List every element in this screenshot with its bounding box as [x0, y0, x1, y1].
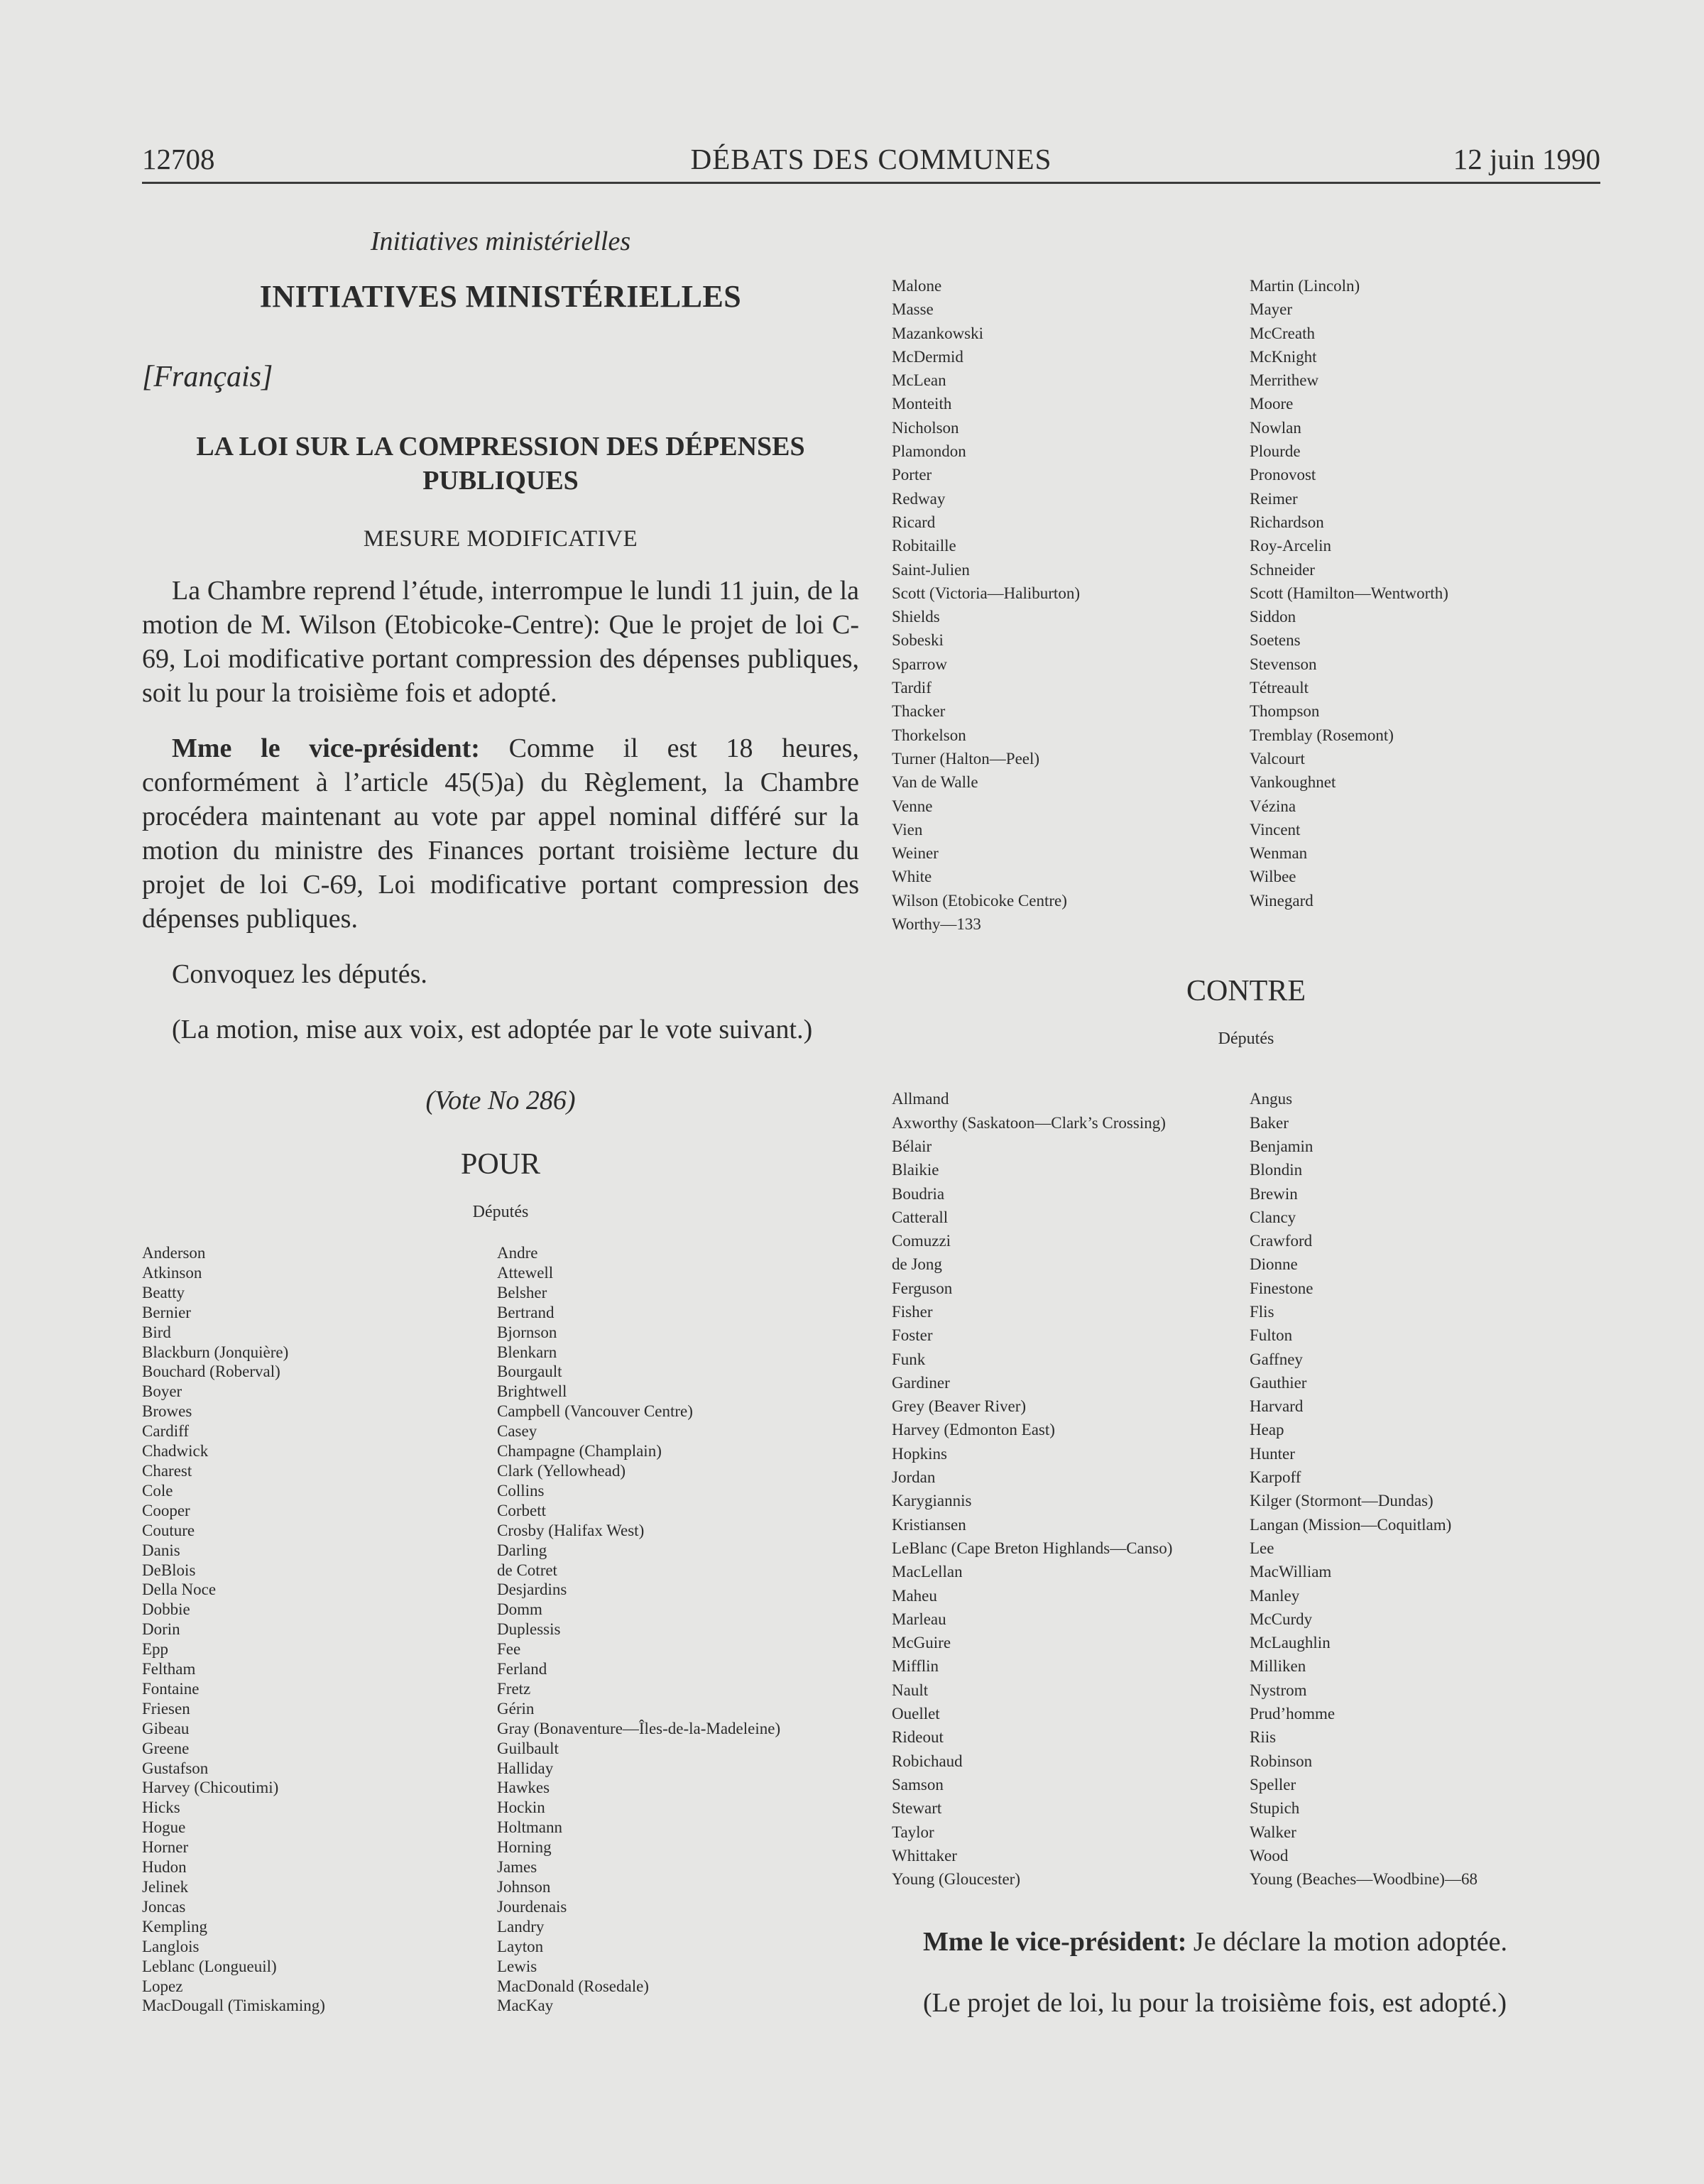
- member-name: Jordan: [892, 1468, 936, 1487]
- member-name: Brightwell: [497, 1382, 567, 1401]
- member-name: Harvard: [1250, 1397, 1304, 1416]
- member-name: Lewis: [497, 1957, 537, 1975]
- member-name: Andre: [497, 1244, 538, 1262]
- for-deputes-label: Députés: [472, 1203, 529, 1221]
- member-name: Horning: [497, 1838, 552, 1857]
- member-name: Harvey (Chicoutimi): [142, 1779, 279, 1797]
- paragraph-convoquez: Convoquez les députés.: [172, 959, 427, 989]
- member-name: Cooper: [142, 1501, 190, 1519]
- member-name: Fulton: [1250, 1326, 1293, 1345]
- member-name: Redway: [892, 489, 946, 508]
- member-name: Flis: [1250, 1302, 1274, 1321]
- paragraph-resume: La Chambre reprend l’étude, interrompue le lundi 11 juin, de la motion de M. Wilson (Etobicoke-Centre): Que le projet de loi C-69, Loi modificative portant compression des dépenses publiques, soit lu pour la troisième fois et adopté.: [142, 576, 859, 708]
- member-name: Blackburn (Jonquière): [142, 1343, 289, 1361]
- member-name: Attewell: [497, 1263, 554, 1282]
- member-name: Bernier: [142, 1303, 191, 1321]
- member-name: Siddon: [1250, 608, 1296, 626]
- member-name: Gray (Bonaventure—Îles-de-la-Madeleine): [497, 1719, 781, 1737]
- member-name: Gardiner: [892, 1373, 950, 1392]
- paragraph-motion: (La motion, mise aux voix, est adoptée par le vote suivant.): [172, 1015, 813, 1044]
- member-name: Wenman: [1250, 844, 1308, 863]
- member-name: Scott (Victoria—Haliburton): [892, 584, 1080, 602]
- member-name: Belsher: [497, 1283, 547, 1301]
- member-name: Weiner: [892, 844, 939, 863]
- member-name: Maheu: [892, 1586, 937, 1605]
- member-name: Anderson: [142, 1244, 206, 1262]
- member-name: Casey: [497, 1422, 537, 1441]
- member-name: Horner: [142, 1838, 189, 1857]
- member-name: Bird: [142, 1323, 171, 1341]
- member-name: Boudria: [892, 1184, 945, 1203]
- member-name: Stevenson: [1250, 655, 1317, 673]
- member-name: Tétreault: [1250, 679, 1309, 697]
- member-name: Joncas: [142, 1897, 186, 1916]
- member-name: Prud’homme: [1250, 1705, 1336, 1723]
- member-name: Johnson: [497, 1878, 551, 1896]
- member-name: Friesen: [142, 1699, 190, 1718]
- member-name: Funk: [892, 1350, 926, 1368]
- member-name: Van de Walle: [892, 773, 978, 792]
- member-name: James: [497, 1858, 537, 1877]
- member-name: Ricard: [892, 513, 936, 531]
- member-name: Hopkins: [892, 1444, 947, 1463]
- speaker-text: Comme il est 18 heures, conformément à l’article 45(5)a) du Règlement, la Chambre procédera maintenant au vote par appel nominal différé sur la motion du ministre des Finances portant troisième lecture du projet de loi C-69, Loi modificative portant compression des dépenses publiques.: [142, 733, 859, 934]
- member-name: Layton: [497, 1937, 544, 1955]
- member-name: Walker: [1250, 1823, 1296, 1841]
- member-name: Lopez: [142, 1977, 183, 1995]
- for-heading: POUR: [460, 1148, 541, 1181]
- member-name: Thompson: [1250, 702, 1320, 721]
- member-name: Thorkelson: [892, 726, 966, 744]
- left-column: [142, 213, 859, 2016]
- member-name: Campbell (Vancouver Centre): [497, 1402, 693, 1421]
- member-name: Bertrand: [497, 1303, 555, 1321]
- member-name: Bourgault: [497, 1363, 562, 1381]
- member-name: Axworthy (Saskatoon—Clark’s Crossing): [892, 1113, 1166, 1132]
- member-name: Merrithew: [1250, 371, 1319, 390]
- member-name: Reimer: [1250, 489, 1298, 508]
- member-name: Collins: [497, 1481, 545, 1500]
- section-title: INITIATIVES MINISTÉRIELLES: [259, 279, 742, 314]
- member-name: Kristiansen: [892, 1515, 966, 1534]
- member-name: Comuzzi: [892, 1232, 951, 1250]
- member-name: Hawkes: [497, 1779, 550, 1797]
- member-name: Dorin: [142, 1620, 180, 1639]
- member-name: Holtmann: [497, 1818, 562, 1837]
- member-name: Martin (Lincoln): [1250, 277, 1360, 295]
- right-column: [892, 213, 1600, 2047]
- member-name: Ferguson: [892, 1279, 953, 1297]
- member-name: Lee: [1250, 1539, 1274, 1557]
- member-name: Nowlan: [1250, 418, 1301, 437]
- member-name: Vankoughnet: [1250, 773, 1336, 792]
- member-name: Champagne (Champlain): [497, 1442, 662, 1460]
- member-name: Malone: [892, 277, 942, 295]
- member-name: Vézina: [1250, 797, 1296, 815]
- member-name: Fontaine: [142, 1679, 200, 1698]
- member-name: McCreath: [1250, 324, 1315, 342]
- member-name: Hogue: [142, 1818, 186, 1837]
- name-list: [497, 1243, 780, 2016]
- member-name: Soetens: [1250, 631, 1301, 650]
- member-name: Browes: [142, 1402, 192, 1421]
- member-name: Vien: [892, 820, 923, 839]
- member-name: Stewart: [892, 1799, 942, 1818]
- member-name: Domm: [497, 1600, 542, 1619]
- member-name: Samson: [892, 1775, 944, 1793]
- member-name: Della Noce: [142, 1580, 217, 1599]
- member-name: Langan (Mission—Coquitlam): [1250, 1515, 1452, 1534]
- member-name: Scott (Hamilton—Wentworth): [1250, 584, 1448, 602]
- member-name: Atkinson: [142, 1263, 202, 1282]
- member-name: Gaffney: [1250, 1350, 1303, 1368]
- member-name: Hicks: [142, 1798, 180, 1817]
- name-list: [142, 1243, 497, 2016]
- member-name: Gérin: [497, 1699, 535, 1718]
- member-name: Pronovost: [1250, 466, 1316, 484]
- member-name: Marleau: [892, 1610, 946, 1628]
- member-name: LeBlanc (Cape Breton Highlands—Canso): [892, 1539, 1173, 1557]
- for-names-right: [892, 274, 1600, 936]
- member-name: Crosby (Halifax West): [497, 1521, 645, 1539]
- member-name: Heap: [1250, 1421, 1284, 1439]
- member-name: Richardson: [1250, 513, 1324, 531]
- member-name: Guilbault: [497, 1739, 559, 1757]
- name-list: [1250, 274, 1448, 936]
- member-name: Cardiff: [142, 1422, 190, 1441]
- member-name: Young (Gloucester): [892, 1870, 1021, 1889]
- member-name: Robinson: [1250, 1752, 1313, 1770]
- member-name: Plourde: [1250, 442, 1301, 461]
- vote-number: (Vote No 286): [425, 1086, 576, 1115]
- page-header: [142, 142, 1600, 184]
- member-name: Leblanc (Longueuil): [142, 1957, 277, 1975]
- member-name: Danis: [142, 1541, 180, 1559]
- member-name: Clancy: [1250, 1208, 1296, 1226]
- member-name: Brewin: [1250, 1184, 1298, 1203]
- member-name: Blondin: [1250, 1161, 1303, 1179]
- member-name: Manley: [1250, 1586, 1300, 1605]
- member-name: Valcourt: [1250, 749, 1305, 768]
- bill-title: LA LOI SUR LA COMPRESSION DES DÉPENSES PUBLIQUES: [196, 432, 805, 496]
- member-name: Benjamin: [1250, 1137, 1314, 1155]
- member-name: Kilger (Stormont—Dundas): [1250, 1492, 1433, 1510]
- member-name: Angus: [1250, 1090, 1293, 1108]
- member-name: Clark (Yellowhead): [497, 1461, 626, 1480]
- member-name: McLean: [892, 371, 946, 390]
- member-name: Sobeski: [892, 631, 944, 650]
- member-name: Dobbie: [142, 1600, 190, 1619]
- declaration-text: Je déclare la motion adoptée.: [1186, 1927, 1508, 1958]
- bill-subtitle: MESURE MODIFICATIVE: [363, 526, 638, 552]
- member-name: Corbett: [497, 1501, 546, 1519]
- rubric: Initiatives ministérielles: [370, 226, 631, 256]
- member-name: Ferland: [497, 1660, 547, 1678]
- member-name: Robitaille: [892, 537, 956, 555]
- member-name: Epp: [142, 1640, 169, 1659]
- member-name: Desjardins: [497, 1580, 567, 1599]
- member-name: Robichaud: [892, 1752, 963, 1770]
- member-name: Mifflin: [892, 1657, 939, 1676]
- member-name: White: [892, 868, 932, 886]
- member-name: Worthy—133: [892, 915, 981, 934]
- member-name: Nault: [892, 1681, 929, 1699]
- member-name: Langlois: [142, 1937, 200, 1955]
- member-name: Young (Beaches—Woodbine)—68: [1250, 1870, 1478, 1889]
- member-name: Vincent: [1250, 820, 1301, 839]
- member-name: Thacker: [892, 702, 946, 721]
- member-name: Mazankowski: [892, 324, 984, 342]
- member-name: Grey (Beaver River): [892, 1397, 1027, 1416]
- member-name: Tardif: [892, 679, 932, 697]
- member-name: Gauthier: [1250, 1373, 1307, 1392]
- member-name: Moore: [1250, 395, 1294, 413]
- member-name: Nicholson: [892, 418, 959, 437]
- member-name: Riis: [1250, 1728, 1277, 1747]
- for-names-left: [142, 1243, 859, 2016]
- member-name: McDermid: [892, 347, 963, 366]
- against-heading: CONTRE: [1186, 975, 1306, 1008]
- member-name: Foster: [892, 1326, 933, 1345]
- page-number: 12708: [142, 143, 215, 175]
- member-name: Finestone: [1250, 1279, 1314, 1297]
- member-name: Porter: [892, 466, 932, 484]
- member-name: Sparrow: [892, 655, 947, 673]
- member-name: Allmand: [892, 1090, 949, 1108]
- member-name: de Cotret: [497, 1561, 557, 1579]
- member-name: Boyer: [142, 1382, 182, 1401]
- member-name: Whittaker: [892, 1846, 957, 1864]
- name-list: [892, 274, 1250, 936]
- member-name: MacKay: [497, 1997, 554, 2015]
- member-name: Jourdenais: [497, 1897, 567, 1916]
- member-name: McGuire: [892, 1634, 951, 1652]
- publication-title: DÉBATS DES COMMUNES: [690, 143, 1052, 175]
- member-name: Nystrom: [1250, 1681, 1307, 1699]
- member-name: Cole: [142, 1481, 173, 1500]
- member-name: Gustafson: [142, 1759, 209, 1777]
- member-name: Feltham: [142, 1660, 196, 1678]
- member-name: Baker: [1250, 1113, 1289, 1132]
- language-marker: [Français]: [142, 361, 273, 393]
- member-name: Couture: [142, 1521, 195, 1539]
- member-name: MacLellan: [892, 1563, 963, 1581]
- member-name: Plamondon: [892, 442, 966, 461]
- member-name: MacWilliam: [1250, 1563, 1332, 1581]
- member-name: Wood: [1250, 1846, 1289, 1864]
- member-name: Harvey (Edmonton East): [892, 1421, 1055, 1439]
- member-name: McLaughlin: [1250, 1634, 1331, 1652]
- speaker-name: Mme le vice-président:: [923, 1927, 1187, 1958]
- member-name: MacDonald (Rosedale): [497, 1977, 649, 1995]
- publication-date: 12 juin 1990: [1453, 143, 1600, 175]
- member-name: Duplessis: [497, 1620, 561, 1639]
- member-name: Blenkarn: [497, 1343, 557, 1361]
- member-name: Speller: [1250, 1775, 1296, 1793]
- member-name: Mayer: [1250, 300, 1293, 319]
- member-name: Karygiannis: [892, 1492, 972, 1510]
- member-name: Blaikie: [892, 1161, 939, 1179]
- member-name: Stupich: [1250, 1799, 1300, 1818]
- member-name: de Jong: [892, 1255, 942, 1274]
- member-name: Taylor: [892, 1823, 934, 1841]
- name-list: [1250, 1087, 1478, 1891]
- member-name: Ouellet: [892, 1705, 940, 1723]
- member-name: Darling: [497, 1541, 547, 1559]
- member-name: DeBlois: [142, 1561, 196, 1579]
- member-name: Landry: [497, 1917, 545, 1935]
- member-name: Fee: [497, 1640, 521, 1659]
- member-name: Shields: [892, 608, 940, 626]
- member-name: Bjornson: [497, 1323, 557, 1341]
- member-name: Saint-Julien: [892, 560, 970, 579]
- member-name: Roy-Arcelin: [1250, 537, 1331, 555]
- member-name: Venne: [892, 797, 933, 815]
- member-name: Jelinek: [142, 1878, 189, 1896]
- member-name: Gibeau: [142, 1719, 190, 1737]
- member-name: Masse: [892, 300, 934, 319]
- member-name: Bouchard (Roberval): [142, 1363, 280, 1381]
- member-name: Catterall: [892, 1208, 949, 1226]
- member-name: Fretz: [497, 1679, 531, 1698]
- member-name: Hunter: [1250, 1444, 1295, 1463]
- member-name: Karpoff: [1250, 1468, 1301, 1487]
- member-name: Chadwick: [142, 1442, 209, 1460]
- member-name: Hockin: [497, 1798, 545, 1817]
- member-name: Charest: [142, 1461, 192, 1480]
- member-name: McCurdy: [1250, 1610, 1313, 1628]
- member-name: Wilbee: [1250, 868, 1296, 886]
- member-name: Halliday: [497, 1759, 554, 1777]
- member-name: Greene: [142, 1739, 190, 1757]
- member-name: Beatty: [142, 1283, 185, 1301]
- member-name: Dionne: [1250, 1255, 1298, 1274]
- member-name: Wilson (Etobicoke Centre): [892, 891, 1067, 910]
- member-name: Kempling: [142, 1917, 207, 1935]
- member-name: Winegard: [1250, 891, 1314, 910]
- against-deputes-label: Députés: [1218, 1030, 1274, 1049]
- speaker-name: Mme le vice-président:: [172, 733, 480, 763]
- against-names: [892, 1087, 1600, 1891]
- member-name: Bélair: [892, 1137, 932, 1155]
- member-name: Crawford: [1250, 1232, 1313, 1250]
- member-name: Rideout: [892, 1728, 944, 1747]
- paragraph-speaker: [142, 731, 859, 936]
- member-name: Fisher: [892, 1302, 933, 1321]
- member-name: Turner (Halton—Peel): [892, 749, 1040, 768]
- member-name: Schneider: [1250, 560, 1315, 579]
- final-declaration: [892, 1925, 1600, 1959]
- member-name: Milliken: [1250, 1657, 1306, 1676]
- member-name: Monteith: [892, 395, 952, 413]
- member-name: MacDougall (Timiskaming): [142, 1997, 325, 2015]
- member-name: Tremblay (Rosemont): [1250, 726, 1394, 744]
- name-list: [892, 1087, 1250, 1891]
- member-name: McKnight: [1250, 347, 1317, 366]
- final-note: (Le projet de loi, lu pour la troisième fois, est adopté.): [923, 1988, 1507, 2019]
- member-name: Hudon: [142, 1858, 187, 1877]
